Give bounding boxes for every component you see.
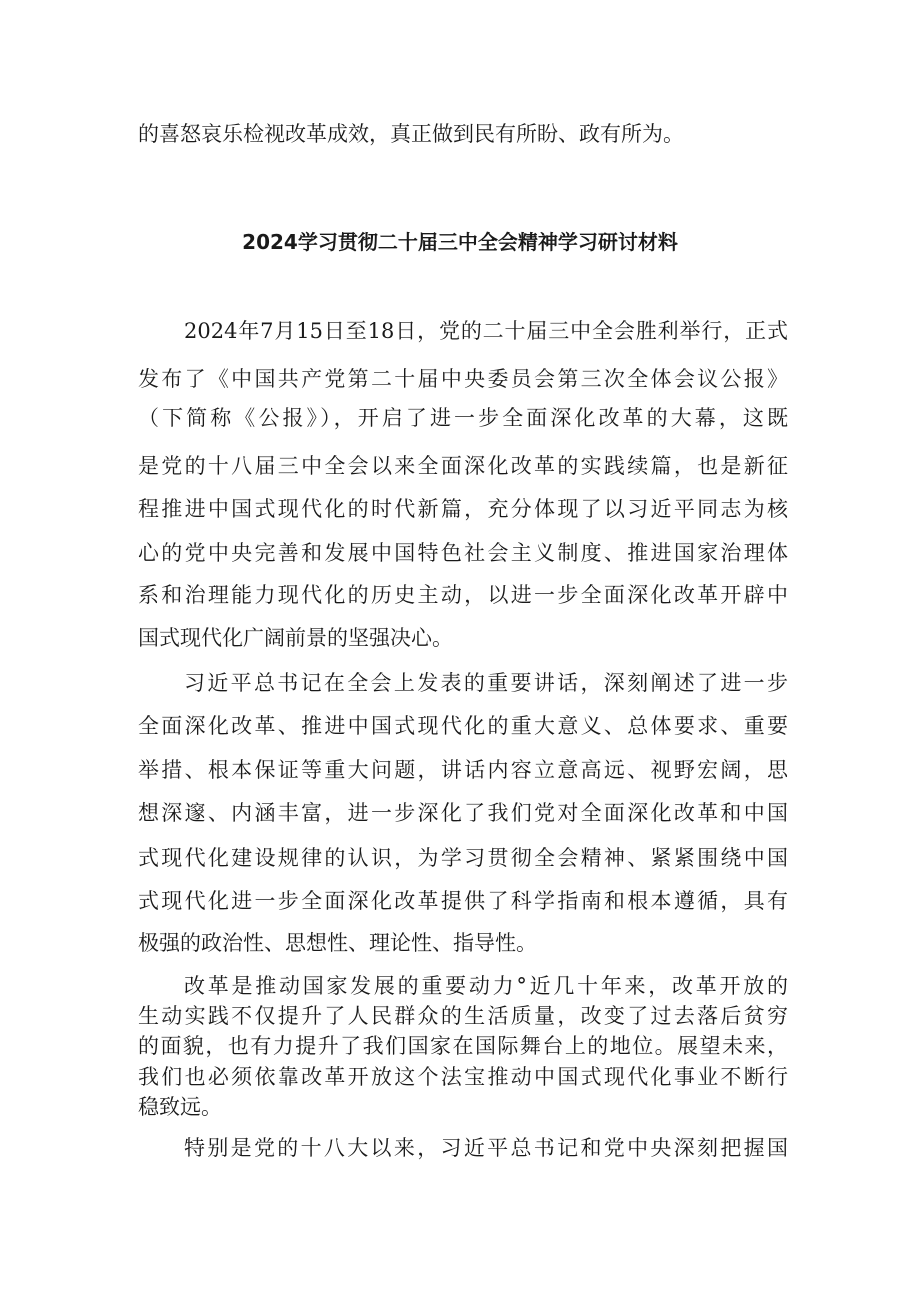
paragraph-line: 是党的十八届三中全会以来全面深化改革的实践续篇，也是新征 <box>138 454 788 478</box>
paragraph-line: 我们也必须依靠改革开放这个法宝推动中国式现代化事业不断行 <box>138 1065 788 1089</box>
paragraph-line: 举措、根本保证等重大问题，讲话内容立意高远、视野宏阔，思 <box>138 758 788 782</box>
paragraph-line: （下简称《公报》），开启了进一步全面深化改革的大幕，这既 <box>138 406 788 430</box>
paragraph-line: 式现代化建设规律的认识，为学习贯彻全会精神、紧紧围绕中国 <box>138 846 788 870</box>
paragraph-line: 稳致远。 <box>138 1095 222 1119</box>
paragraph-line: 2024年7月15日至18日，党的二十届三中全会胜利举行，正式 <box>184 319 788 343</box>
paragraph-line: 全面深化改革、推进中国式现代化的重大意义、总体要求、重要 <box>138 714 788 738</box>
paragraph-line: 极强的政治性、思想性、理论性、指导性。 <box>138 931 537 955</box>
paragraph-line: 生动实践不仅提升了人民群众的生活质量，改变了过去落后贫穷 <box>138 1004 788 1028</box>
paragraph-line: 想深邃、内涵丰富，进一步深化了我们党对全面深化改革和中国 <box>138 801 788 825</box>
top-fragment-line: 的喜怒哀乐检视改革成效，真正做到民有所盼、政有所为。 <box>138 122 684 146</box>
paragraph-line: 心的党中央完善和发展中国特色社会主义制度、推进国家治理体 <box>138 541 788 565</box>
paragraph-line: 国式现代化广阔前景的坚强决心。 <box>138 626 453 650</box>
paragraph-line: 改革是推动国家发展的重要动力°近几十年来，改革开放的 <box>184 974 788 998</box>
paragraph-line: 的面貌，也有力提升了我们国家在国际舞台上的地位。展望未来， <box>138 1034 788 1058</box>
paragraph-line: 特别是党的十八大以来，习近平总书记和党中央深刻把握国 <box>184 1136 788 1160</box>
paragraph-line: 式现代化进一步全面深化改革提供了科学指南和根本遵循，具有 <box>138 889 788 913</box>
document-title: 2024学习贯彻二十届三中全会精神学习研讨材料 <box>242 230 678 254</box>
paragraph-line: 习近平总书记在全会上发表的重要讲话，深刻阐述了进一步 <box>184 671 788 695</box>
paragraph-line: 系和治理能力现代化的历史主动，以进一步全面深化改革开辟中 <box>138 583 788 607</box>
paragraph-line: 发布了《中国共产党第二十届中央委员会第三次全体会议公报》 <box>138 367 788 391</box>
paragraph-line: 程推进中国式现代化的时代新篇，充分体现了以习近平同志为核 <box>138 497 788 521</box>
